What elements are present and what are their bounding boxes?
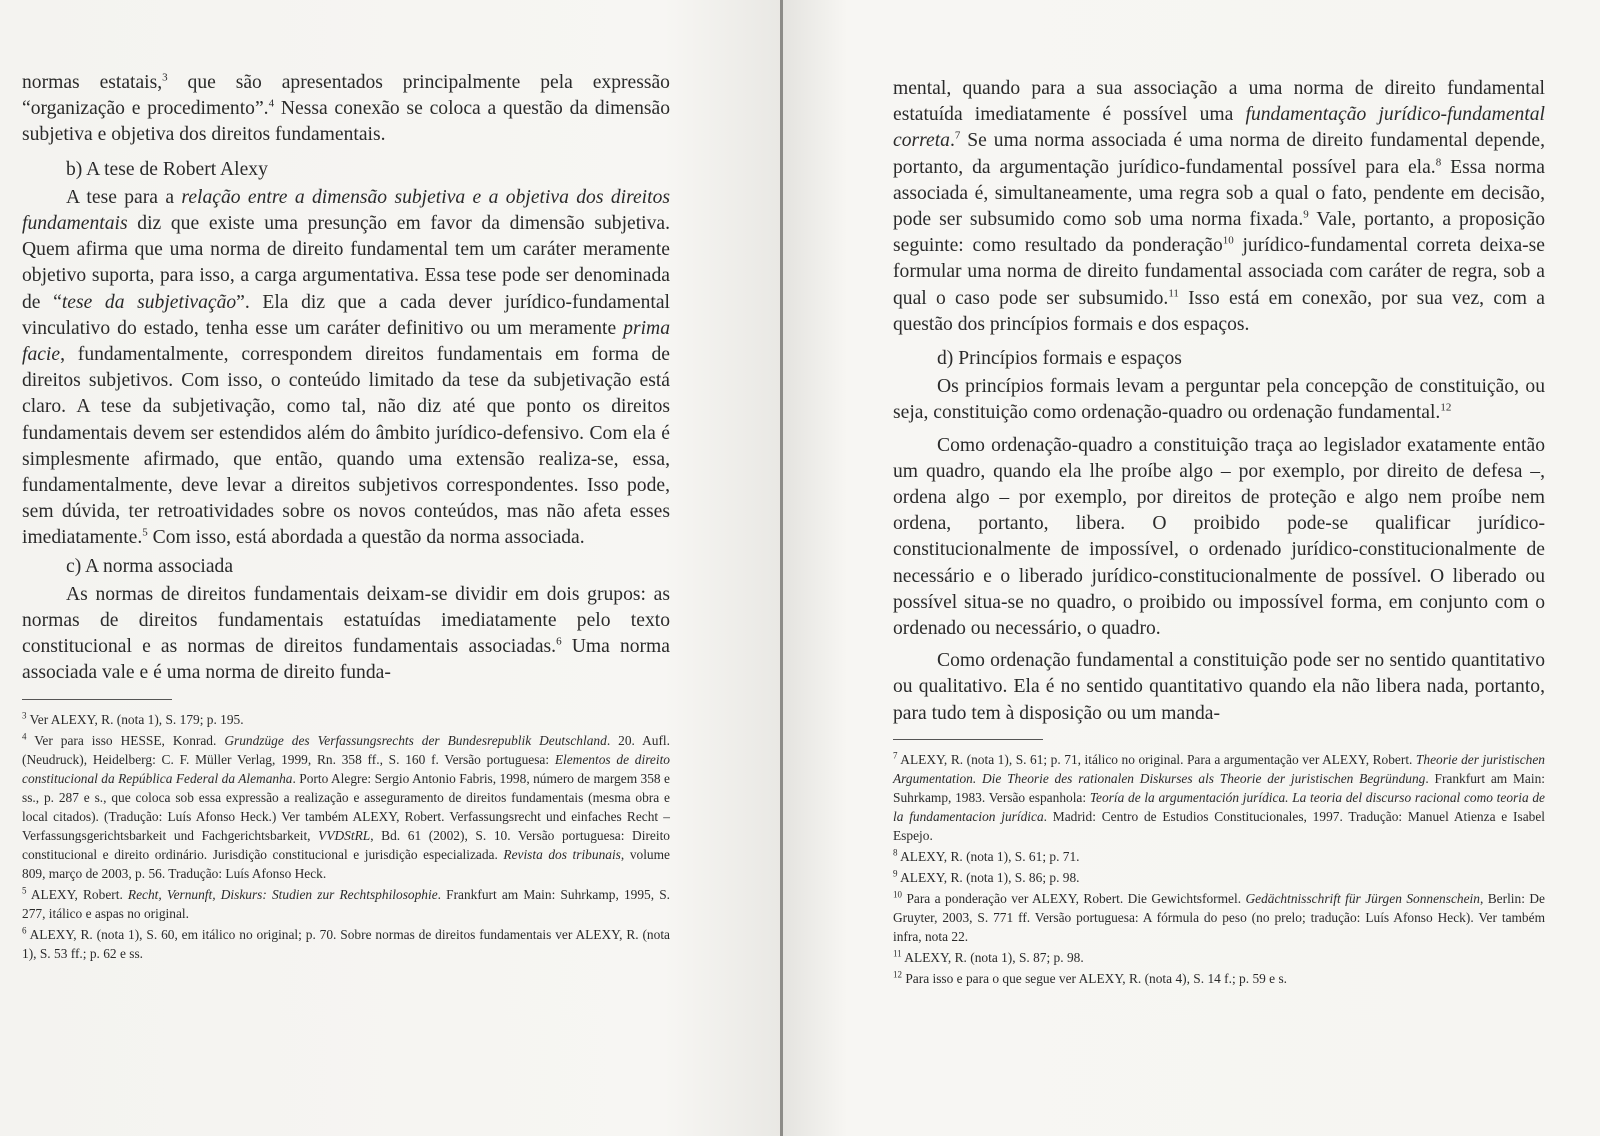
left-page <box>0 0 782 1136</box>
left-footnotes <box>22 710 670 963</box>
footnote-ref: 3 <box>162 71 168 84</box>
left-body-text <box>22 70 670 687</box>
paragraph-d2: Como ordenação-quadro a constituição traça ao legislador exatamente então um quadro, quando ela lhe proíbe algo – por exemplo, por direito de defesa –, ordena algo – por exemplo, por direitos de proteção e algo nem proíbe nem ordena, portanto, libera. O proibido pode-se qualificar jurídico-constitucionalmente de impossível, o ordenado jurídico-constitucionalmente de necessário e o liberado jurídico-constitucionalmente de possível. O liberado ou possível situa-se no quadro, o proibido ou impossível forma, em conjunto com o ordenado ou necessário, o quadro. <box>893 434 1545 640</box>
paragraph-d1: Os princípios formais levam a perguntar pela concepção de constituição, ou seja, constituição como ordenação-quadro ou ordenação fundamental.$^{12}$ <box>893 376 1545 424</box>
right-footnotes <box>893 750 1545 988</box>
footnote-7: $^7$ ALEXY, R. (nota 1), S. 61; p. 71, itálico no original. Para a argumentação ver ALEXY, Robert. Theorie der juristischen Argumentation. Die Theorie des rationalen Diskurses als Theorie der juristischen Begründung. Frankfurt am Main: Suhrkamp, 1983. Versão espanhola: Teoría de la argumentación jurídica. La teoria del discurso racional como teoria de la fundamentacion jurídica. Madrid: Centro de Estudios Constitucionales, 1997. Tradução: Manuel Atienza e Isabel Espejo. <box>893 750 1546 843</box>
footnote-divider <box>22 699 172 700</box>
paragraph-continuation: normas estatais,$^3$ que são apresentados principalmente pela expressão “organização e procedimento”.$^4$ Nessa conexão se coloca a questão da dimensão subjetiva e objetiva dos direitos fundamentais. <box>22 71 670 146</box>
footnote-ref: 5 <box>142 526 148 539</box>
section-heading-c: c) A norma associada <box>66 555 234 577</box>
left-column <box>22 70 670 965</box>
footnote-12: $^{12}$ Para isso e para o que segue ver ALEXY, R. (nota 4), S. 14 f.; p. 59 e s. <box>893 969 1288 986</box>
footnote-5: $^5$ ALEXY, Robert. Recht, Vernunft, Diskurs: Studien zur Rechtsphilosophie. Frankfurt am Main: Suhrkamp, 1995, S. 277, itálico e aspas no original. <box>22 885 670 921</box>
paragraph-c: As normas de direitos fundamentais deixam-se dividir em dois grupos: as normas de direitos fundamentais estatuídas imediatamente pelo texto constitucional e as normas de direitos fundamentais associadas.$^6$ Uma norma associada vale e é uma norma de direito funda- <box>22 583 670 684</box>
paragraph-d3: Como ordenação fundamental a constituição pode ser no sentido quantitativo ou qualitativo. Ela é no sentido quantitativo quando ela não libera nada, portanto, para tudo tem à disposição ou um manda- <box>893 650 1545 724</box>
paragraph-b: A tese para a relação entre a dimensão subjetiva e a objetiva dos direitos fundamentais diz que existe uma presunção em favor da dimensão subjetiva. Quem afirma que uma norma de direito fundamental tem um caráter meramente objetivo suporta, para isso, a carga argumentativa. Essa tese pode ser denominada de “tese da subjetivação”. Ela diz que a cada dever jurídico-fundamental vinculativo do estado, tenha esse um caráter definitivo ou um meramente prima facie, fundamentalmente, correspondem direitos fundamentais em forma de direitos subjetivos. Com isso, o conteúdo limitado da tese da subjetivação está claro. A tese da subjetivação, como tal, não diz até que ponto os direitos fundamentais devem ser estendidos além do âmbito jurídico-defensivo. Com ela é simplesmente afirmado, que então, quando uma extensão realiza-se, essa, fundamentalmente, deve levar a direitos subjetivos correspondentes. Isso pode, sem dúvida, ter retroatividades sobre os novos conteúdos, mas não afeta esses imediatamente.$^5$ Com isso, está abordada a questão da norma associada. <box>22 186 670 549</box>
paragraph-continuation-right: mental, quando para a sua associação a uma norma de direito fundamental estatuída imediatamente é possível uma fundamentação jurídico-fundamental correta.$^7$ Se uma norma associada é uma norma de direito fundamental depende, portanto, da argumentação jurídico-fundamental possível para ela.$^8$ Essa norma associada é, simultaneamente, uma regra sob a qual o fato, pendente em decisão, pode ser subsumido como sob uma norma fixada.$^9$ Vale, portanto, a proposição seguinte: como resultado da ponderação$^{10}$ jurídico-fundamental correta deixa-se formular uma norma de direito fundamental associada com caráter de regra, sob a qual o caso pode ser subsumido.$^{11}$ Isso está em conexão, por sua vez, com a questão dos princípios formais e dos espaços. <box>893 78 1546 335</box>
footnote-divider <box>893 739 1043 740</box>
footnote-ref: 11 <box>1168 287 1179 300</box>
footnote-4: $^4$ Ver para isso HESSE, Konrad. Grundzüge des Verfassungsrechts der Bundesrepublik Deutschland. 20. Aufl. (Neudruck), Heidelberg: C. F. Müller Verlag, 1999, Rn. 358 ff., S. 160 f. Versão portuguesa: Elementos de direito constitucional da República Federal da Alemanha. Porto Alegre: Sergio Antonio Fabris, 1998, número de margem 358 e ss., p. 287 e s., que coloca sob essa expressão a realização e asseguramento de direitos fundamentais (mesma obra e local citados). (Tradução: Luís Afonso Heck.) Ver também ALEXY, Robert. Verfassungsrecht und einfaches Recht – Verfassungsgerichtsbarkeit und Fachgerichtsbarkeit, VVDStRL, Bd. 61 (2002), S. 10. Versão portuguesa: Direito constitucional e direito ordinário. Jurisdição constitucional e jurisdição especializada. Revista dos tribunais, volume 809, março de 2003, p. 56. Tradução: Luís Afonso Heck. <box>22 731 670 881</box>
book-gutter <box>780 0 783 1136</box>
footnote-6: $^6$ ALEXY, R. (nota 1), S. 60, em itálico no original; p. 70. Sobre normas de direitos fundamentais ver ALEXY, R. (nota 1), S. 53 ff.; p. 62 e ss. <box>22 925 670 961</box>
footnote-3: $^3$ Ver ALEXY, R. (nota 1), S. 179; p. 195. <box>22 710 244 727</box>
section-heading-d: d) Princípios formais e espaços <box>937 348 1182 370</box>
footnote-11: $^{11}$ ALEXY, R. (nota 1), S. 87; p. 98. <box>893 948 1084 965</box>
footnote-ref: 12 <box>1440 401 1452 414</box>
footnote-9: $^9$ ALEXY, R. (nota 1), S. 86; p. 98. <box>893 868 1080 885</box>
footnote-ref: 8 <box>1435 156 1442 169</box>
right-column <box>893 76 1545 990</box>
footnote-ref: 9 <box>1303 208 1309 221</box>
footnote-ref: 7 <box>954 129 961 142</box>
right-page <box>782 0 1600 1136</box>
footnote-8: $^8$ ALEXY, R. (nota 1), S. 61; p. 71. <box>893 847 1080 864</box>
section-heading-b: b) A tese de Robert Alexy <box>66 158 268 180</box>
footnote-ref: 10 <box>1222 234 1234 247</box>
footnote-ref: 6 <box>556 635 562 648</box>
right-body-text <box>893 76 1545 727</box>
footnote-ref: 4 <box>268 97 275 110</box>
footnote-10: $^{10}$ Para a ponderação ver ALEXY, Robert. Die Gewichtsformel. Gedächtnisschrift für Jürgen Sonnenschein, Berlin: De Gruyter, 2003, S. 771 ff. Versão portuguesa: A fórmula do peso (no prelo; tradução: Luís Afonso Heck). Ver também infra, nota 22. <box>893 889 1545 944</box>
